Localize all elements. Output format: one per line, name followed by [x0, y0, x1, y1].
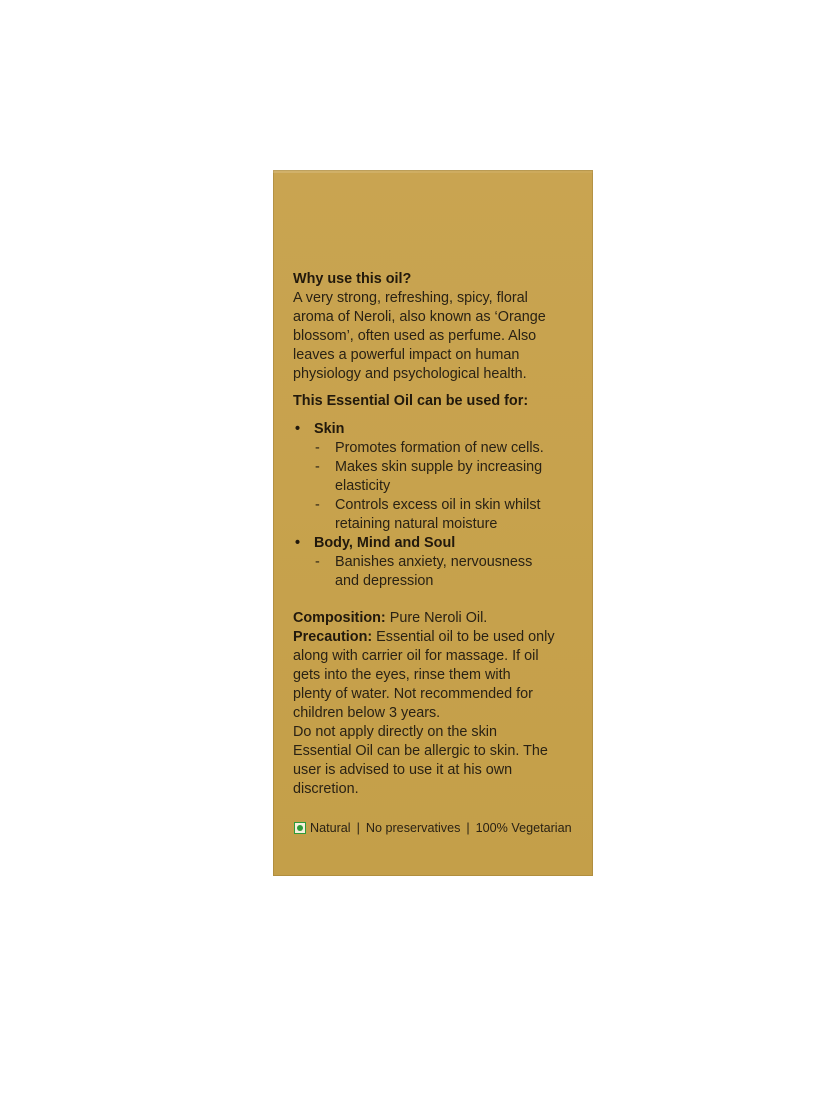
bullet-dot-icon: • [295, 535, 301, 551]
precaution-line: discretion. [293, 781, 359, 797]
composition-line [293, 609, 583, 628]
attribute-no-preservatives: No preservatives [365, 821, 461, 835]
precaution-line: Essential Oil can be allergic to skin. The [293, 743, 548, 759]
benefit-item [293, 458, 583, 496]
precaution-line [293, 628, 583, 647]
benefit-line: and depression [335, 573, 434, 589]
why-line: leaves a powerful impact on human [293, 347, 520, 363]
benefit-line: Promotes formation of new cells. [335, 440, 544, 456]
why-line: blossom’, often used as perfume. Also [293, 328, 537, 344]
benefit-item [293, 496, 583, 534]
composition-text: Pure Neroli Oil. [385, 610, 488, 626]
category-title-text: Skin [314, 421, 345, 437]
dash-icon: - [315, 440, 320, 456]
precaution-line: plenty of water. Not recommended for [293, 686, 533, 702]
precaution-line: user is advised to use it at his own [293, 762, 513, 778]
why-line: physiology and psychological health. [293, 366, 527, 382]
product-attributes-footer [293, 820, 583, 836]
benefit-line: Makes skin supple by increasing [335, 459, 543, 475]
dash-icon: - [315, 554, 320, 570]
uses-heading: This Essential Oil can be used for: [293, 393, 529, 409]
footer-separator: | [466, 821, 470, 835]
benefit-item [293, 439, 583, 458]
precaution-label: Precaution: [293, 629, 373, 645]
category-title-text: Body, Mind and Soul [314, 535, 456, 551]
why-use-description [293, 289, 583, 384]
why-use-heading: Why use this oil? [293, 271, 412, 287]
benefit-line: retaining natural moisture [335, 516, 498, 532]
precaution-line: gets into the eyes, rinse them with [293, 667, 511, 683]
composition-precaution-block [293, 609, 583, 799]
benefit-line: Banishes anxiety, nervousness [335, 554, 533, 570]
precaution-line: children below 3 years. [293, 705, 441, 721]
benefit-line: Controls excess oil in skin whilst [335, 497, 541, 513]
attribute-natural: Natural [310, 821, 351, 835]
why-line: aroma of Neroli, also known as ‘Orange [293, 309, 546, 325]
precaution-line: Do not apply directly on the skin [293, 724, 497, 740]
precaution-text: Essential oil to be used only [372, 629, 555, 645]
benefit-item [293, 553, 583, 591]
benefit-line: elasticity [335, 478, 391, 494]
dash-icon: - [315, 497, 320, 513]
category-skin [293, 420, 583, 534]
dash-icon: - [315, 459, 320, 475]
footer-separator: | [356, 821, 360, 835]
product-box-back-panel [273, 170, 593, 876]
category-title [293, 420, 583, 439]
composition-label: Composition: [293, 610, 386, 626]
why-line: A very strong, refreshing, spicy, floral [293, 290, 528, 306]
bullet-dot-icon: • [295, 421, 301, 437]
attribute-vegetarian: 100% Vegetarian [475, 821, 572, 835]
vegetarian-mark-icon [294, 822, 306, 834]
precaution-line: along with carrier oil for massage. If oil [293, 648, 539, 664]
category-body-mind-soul [293, 534, 583, 591]
category-title [293, 534, 583, 553]
label-text-block [293, 270, 583, 836]
